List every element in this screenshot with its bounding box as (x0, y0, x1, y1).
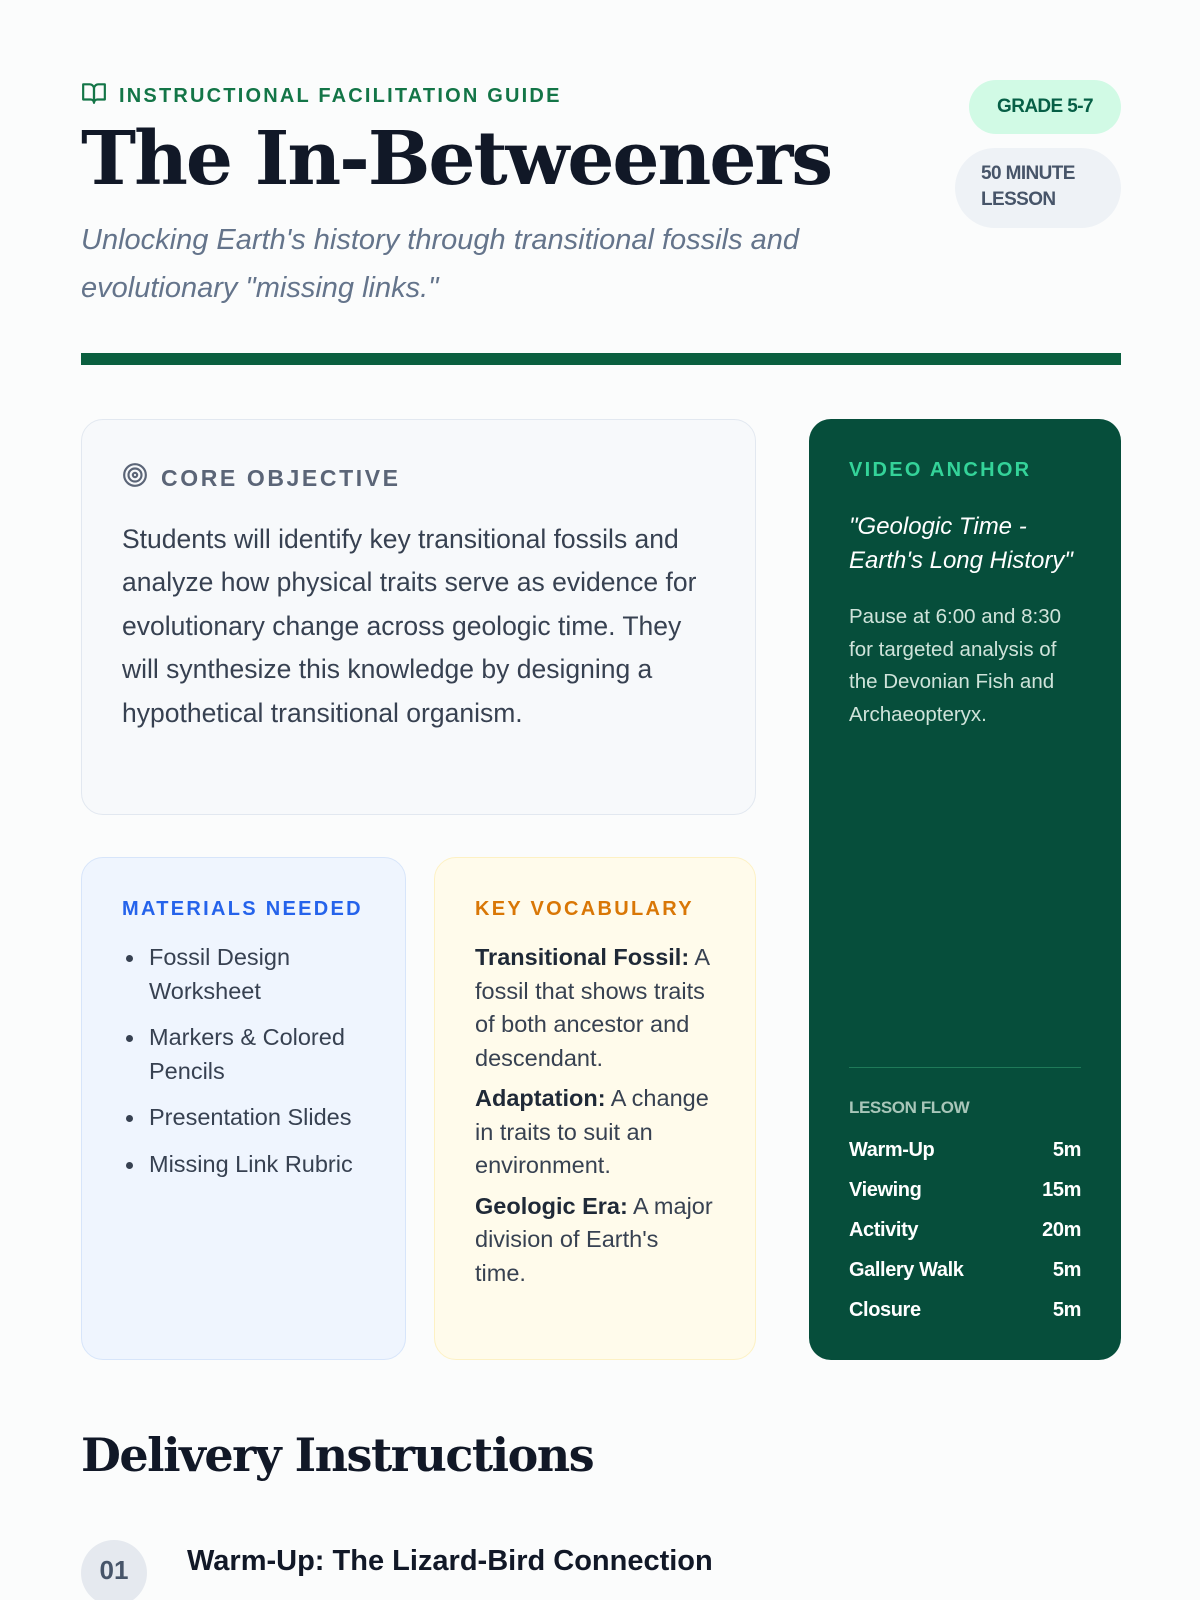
materials-card (81, 857, 406, 1360)
page-subtitle: Unlocking Earth's history through transitional fossils and evolutionary "missing links." (81, 224, 800, 304)
book-open-icon (81, 80, 107, 112)
flow-step-label: Closure (849, 1299, 921, 1321)
flow-step-duration: 20m (1042, 1219, 1081, 1241)
lesson-length-badge: 50 MINUTE LESSON (955, 148, 1121, 228)
step-number-badge: 01 (81, 1540, 147, 1600)
header-divider (81, 353, 1121, 365)
lesson-flow-row (849, 1250, 1081, 1290)
flow-step-label: Gallery Walk (849, 1259, 964, 1281)
material-item: Fossil Design Worksheet (122, 941, 365, 1008)
vocabulary-definition: A major division of Earth's time. (475, 1192, 713, 1286)
video-note: Pause at 6:00 and 8:30 for targeted analysis of the Devonian Fish and Archaeopteryx. (849, 605, 1062, 726)
flow-step-duration: 5m (1052, 1139, 1081, 1161)
delivery-instructions-heading: Delivery Instructions (81, 1428, 594, 1482)
eyebrow-label: INSTRUCTIONAL FACILITATION GUIDE (119, 84, 562, 107)
page-title: The In-Betweeners (81, 116, 832, 202)
vocabulary-term: Transitional Fossil: (475, 944, 690, 970)
lesson-flow (849, 1067, 1081, 1330)
vocabulary-term: Adaptation: (475, 1085, 606, 1111)
guide-eyebrow (81, 80, 562, 112)
vocabulary-heading: KEY VOCABULARY (475, 898, 694, 920)
vocabulary-item (475, 1082, 715, 1183)
materials-list (122, 941, 365, 1181)
vocabulary-item (475, 1190, 715, 1291)
flow-step-label: Activity (849, 1219, 919, 1241)
flow-step-duration: 15m (1042, 1179, 1081, 1201)
lesson-flow-row (849, 1290, 1081, 1330)
video-title: "Geologic Time - Earth's Long History" (849, 513, 1073, 574)
vocabulary-definition: A fossil that shows traits of both ancestor and descendant. (475, 944, 709, 1071)
lesson-flow-heading: LESSON FLOW (849, 1098, 970, 1117)
flow-step-duration: 5m (1052, 1299, 1081, 1321)
lesson-flow-row (849, 1130, 1081, 1170)
grade-badge: GRADE 5-7 (969, 80, 1121, 134)
video-heading: VIDEO ANCHOR (849, 459, 1032, 481)
video-anchor-panel (809, 419, 1121, 1360)
objective-text: Students will identify key transitional fossils and analyze how physical traits serve as evidence for evolutionary change across geologic time. They will synthesize this knowledge by designing a hypothetical transitional organism. (122, 524, 697, 728)
lesson-flow-row (849, 1210, 1081, 1250)
facilitation-guide-page (81, 0, 1121, 1600)
step-title: Warm-Up: The Lizard-Bird Connection (187, 1545, 713, 1577)
core-objective-card (81, 419, 756, 815)
material-item: Presentation Slides (122, 1101, 365, 1135)
material-item: Markers & Colored Pencils (122, 1021, 365, 1088)
flow-step-label: Warm-Up (849, 1139, 935, 1161)
vocabulary-term: Geologic Era: (475, 1192, 628, 1219)
flow-step-label: Viewing (849, 1179, 922, 1201)
materials-heading: MATERIALS NEEDED (122, 898, 363, 920)
target-icon (122, 462, 148, 494)
flow-step-duration: 5m (1052, 1259, 1081, 1281)
vocabulary-definition: A change in traits to suit an environment. (475, 1085, 709, 1178)
objective-heading-label: CORE OBJECTIVE (161, 464, 401, 491)
material-item: Missing Link Rubric (122, 1148, 365, 1182)
lesson-flow-row (849, 1170, 1081, 1210)
vocabulary-list (475, 941, 715, 1290)
objective-heading (122, 462, 715, 494)
vocabulary-card (434, 857, 756, 1360)
vocabulary-item (475, 941, 715, 1075)
